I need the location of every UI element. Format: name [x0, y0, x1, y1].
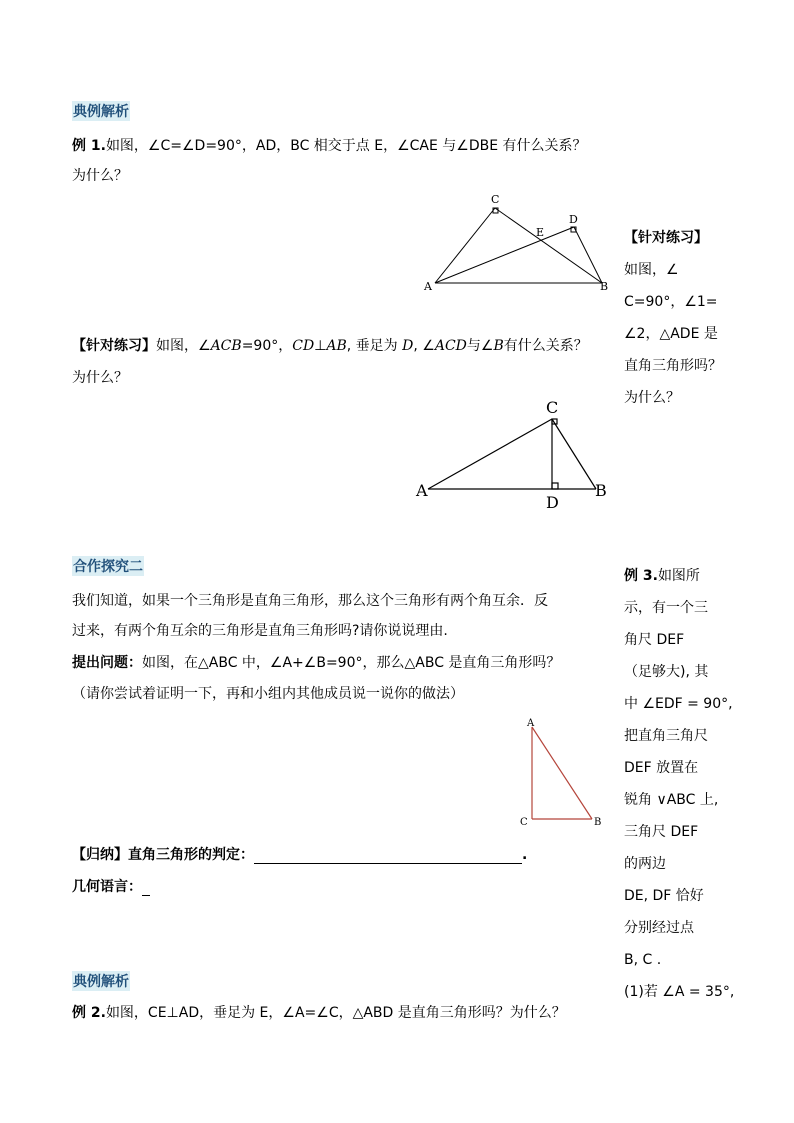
summary-label: 【归纳】直角三角形的判定：	[72, 847, 254, 863]
coop-line1: 我们知道，如果一个三角形是直角三角形，那么这个三角形有两个角互余．反	[72, 593, 548, 609]
label-e: E	[536, 226, 545, 239]
figure-1	[420, 190, 620, 295]
segment-cb	[495, 208, 602, 283]
segment-ac	[435, 208, 495, 283]
label-c: C	[546, 398, 559, 417]
label-d: D	[569, 213, 578, 226]
practice-1-label: 【针对练习】	[72, 338, 156, 354]
label-c: C	[520, 817, 528, 828]
practice-1: 【针对练习】如图，∠ACB=90°，CD⊥AB, 垂足为 D, ∠ACD与∠B有什么关系？	[72, 338, 588, 354]
geometry-language-blank[interactable]	[142, 881, 150, 896]
coop-note: （请你尝试着证明一下，再和小组内其他成员说一说你的做法）	[72, 686, 464, 702]
example-2-text: 如图，CE⊥AD，垂足为 E，∠A=∠C，△ABD 是直角三角形吗？为什么？	[105, 1005, 566, 1021]
example-1-line2: 为什么？	[72, 168, 128, 184]
label-b: B	[600, 280, 609, 293]
example-2-label: 例 2.	[72, 1005, 106, 1021]
label-b: B	[594, 817, 602, 828]
segment-ac	[428, 419, 552, 489]
geometry-language	[72, 876, 150, 896]
label-d: D	[546, 493, 559, 510]
label-a: A	[527, 718, 535, 729]
label-c: C	[491, 193, 500, 206]
segment-db	[574, 227, 602, 283]
example-2	[72, 1002, 566, 1022]
example-1-text: 如图，∠C=∠D=90°，AD，BC 相交于点 E，∠CAE 与∠DBE 有什么关系？	[105, 138, 587, 154]
side-example-3: 例 3.如图所 示，有一个三 角尺 DEF （足够大), 其 中 ∠EDF = 90°, 把直角三角尺 DEF 放置在 锐角 ∨ABC 上, 三角尺 DEF 的两边 DE, DF 恰好 分别经过点 B, C . (1)若 ∠A = 35°,	[624, 568, 735, 1000]
segment-ad	[435, 227, 574, 283]
coop-line2: 过来，有两个角互余的三角形是直角三角形吗?请你说说理由.	[72, 623, 448, 639]
label-b: B	[595, 481, 607, 500]
example-1-label: 例 1.	[72, 138, 106, 154]
side-practice-label: 【针对练习】	[624, 230, 708, 246]
figure-3	[517, 715, 607, 830]
section-title-2: 合作探究二	[72, 556, 144, 576]
section-title-3: 典例解析	[72, 971, 130, 991]
figure-2	[412, 395, 617, 510]
summary: 【归纳】直角三角形的判定： .	[72, 847, 528, 863]
summary-blank[interactable]	[254, 849, 522, 864]
question-label: 提出问题：	[72, 655, 142, 671]
side-practice: 【针对练习】 如图，∠ C=90°，∠1= ∠2，△ADE 是 直角三角形吗？ 为什么？	[624, 222, 744, 414]
geometry-language-label: 几何语言：	[72, 879, 142, 895]
label-a: A	[416, 481, 428, 500]
question	[72, 652, 560, 672]
example-1	[72, 135, 587, 155]
example-3-label: 例 3.	[624, 568, 658, 584]
question-text: 如图，在△ABC 中，∠A+∠B=90°，那么△ABC 是直角三角形吗？	[142, 655, 561, 671]
section-title: 典例解析	[72, 101, 130, 121]
segment-cb	[552, 419, 596, 489]
right-angle-d	[552, 483, 558, 489]
practice-1-line2: 为什么？	[72, 370, 128, 386]
label-a: A	[424, 280, 432, 293]
segment-ab	[532, 727, 592, 819]
